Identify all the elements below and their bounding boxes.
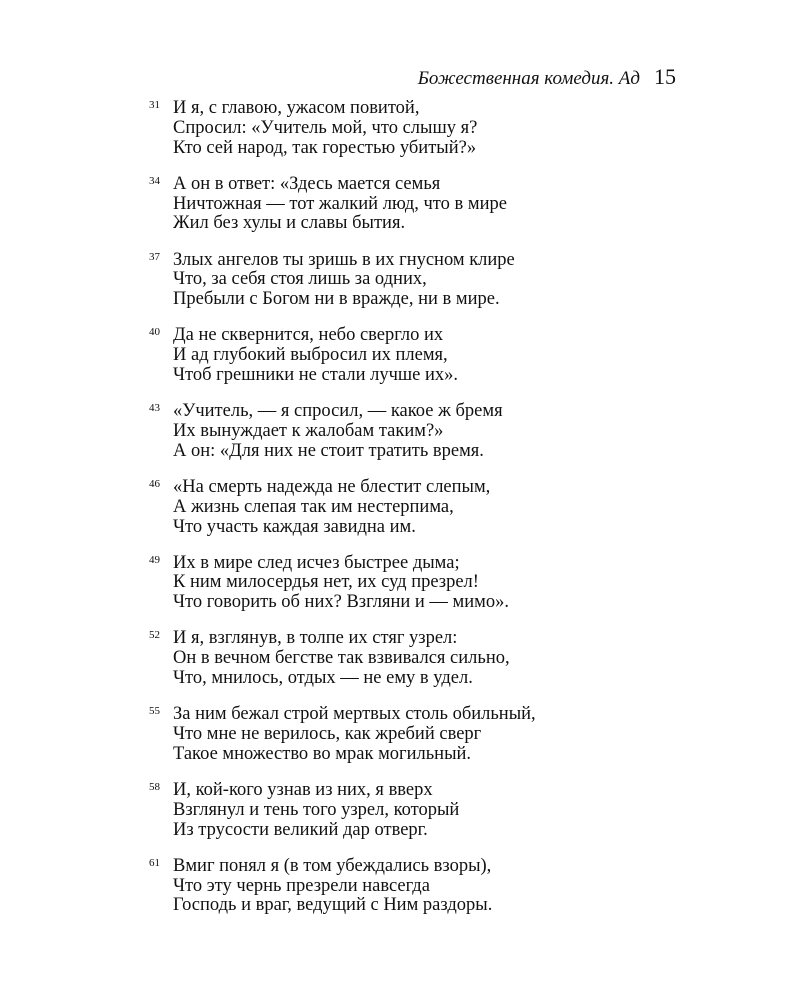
stanza xyxy=(149,251,709,310)
verse-line: Пребыли с Богом ни в вражде, ни в мире. xyxy=(173,289,500,310)
verse-line: Господь и враг, ведущий с Ним раздоры. xyxy=(173,895,493,916)
verse-line: Что участь каждая завидна им. xyxy=(173,516,416,537)
verse-line: А жизнь слепая так им нестерпима, xyxy=(173,496,454,517)
verse-number: 46 xyxy=(149,477,160,490)
verse-number: 55 xyxy=(149,705,160,718)
verse-number: 61 xyxy=(149,856,160,869)
stanza xyxy=(149,857,709,916)
verse-line: Он в вечном бегстве так взвивался сильно, xyxy=(173,648,510,669)
stanza xyxy=(149,326,709,385)
verse-number: 31 xyxy=(149,99,160,111)
running-header xyxy=(0,64,676,90)
verse-line: Что эту чернь презрели навсегда xyxy=(173,875,430,896)
verse-line: Из трусости великий дар отверг. xyxy=(173,819,428,840)
verse-line: Спросил: «Учитель мой, что слышу я? xyxy=(173,117,478,138)
verse-line: Да не сквернится, небо свергло их xyxy=(173,325,444,346)
verse-line: К ним милосердья нет, их суд презрел! xyxy=(173,572,479,593)
running-header-title: Божественная комедия. Ад xyxy=(417,68,640,89)
stanza xyxy=(149,402,709,461)
verse-number: 58 xyxy=(149,781,160,794)
verse-line: А он в ответ: «Здесь мается семья xyxy=(173,173,441,194)
verse-line: А он: «Для них не стоит тратить время. xyxy=(173,440,484,461)
verse-line: «Учитель, — я спросил, — какое ж бремя xyxy=(173,401,503,422)
stanza xyxy=(149,478,709,537)
page-number: 15 xyxy=(654,64,676,89)
stanza xyxy=(149,705,709,764)
verse-line: Взглянул и тень того узрел, который xyxy=(173,799,460,820)
poem-body xyxy=(149,99,709,933)
verse-line: Такое множество во мрак могильный. xyxy=(173,743,472,764)
verse-line: И я, с главою, ужасом повитой, xyxy=(173,98,420,118)
verse-number: 43 xyxy=(149,402,160,415)
verse-line: Их вынуждает к жалобам таким?» xyxy=(173,420,444,441)
verse-line: Что говорить об них? Взгляни и — мимо». xyxy=(173,592,509,613)
stanza xyxy=(149,554,709,613)
verse-number: 34 xyxy=(149,174,160,187)
stanza xyxy=(149,781,709,840)
verse-line: Чтоб грешники не стали лучше их». xyxy=(173,364,459,385)
verse-line: Злых ангелов ты зришь в их гнусном клире xyxy=(173,249,515,270)
verse-line: И ад глубокий выбросил их племя, xyxy=(173,345,448,366)
verse-line: Что мне не верилось, как жребий сверг xyxy=(173,724,482,745)
verse-line: Их в мире след исчез быстрее дыма; xyxy=(173,552,460,573)
verse-line: И, кой-кого узнав из них, я вверх xyxy=(173,780,433,801)
verse-line: Жил без хулы и славы бытия. xyxy=(173,213,406,234)
verse-line: Кто сей народ, так горестью убитый?» xyxy=(173,137,477,158)
verse-number: 40 xyxy=(149,326,160,339)
verse-line: За ним бежал строй мертвых столь обильный, xyxy=(173,704,536,725)
verse-line: И я, взглянув, в толпе их стяг узрел: xyxy=(173,628,458,649)
verse-number: 49 xyxy=(149,553,160,566)
verse-line: Что, за себя стоя лишь за одних, xyxy=(173,269,427,290)
verse-number: 52 xyxy=(149,629,160,642)
verse-line: Что, мнилось, отдых — не ему в удел. xyxy=(173,668,473,689)
stanza xyxy=(149,629,709,688)
verse-line: Ничтожная — тот жалкий люд, что в мире xyxy=(173,193,507,214)
verse-line: Вмиг понял я (в том убеждались взоры), xyxy=(173,855,492,876)
stanza xyxy=(149,99,709,158)
verse-number: 37 xyxy=(149,250,160,263)
stanza xyxy=(149,175,709,234)
verse-line: «На смерть надежда не блестит слепым, xyxy=(173,476,491,497)
